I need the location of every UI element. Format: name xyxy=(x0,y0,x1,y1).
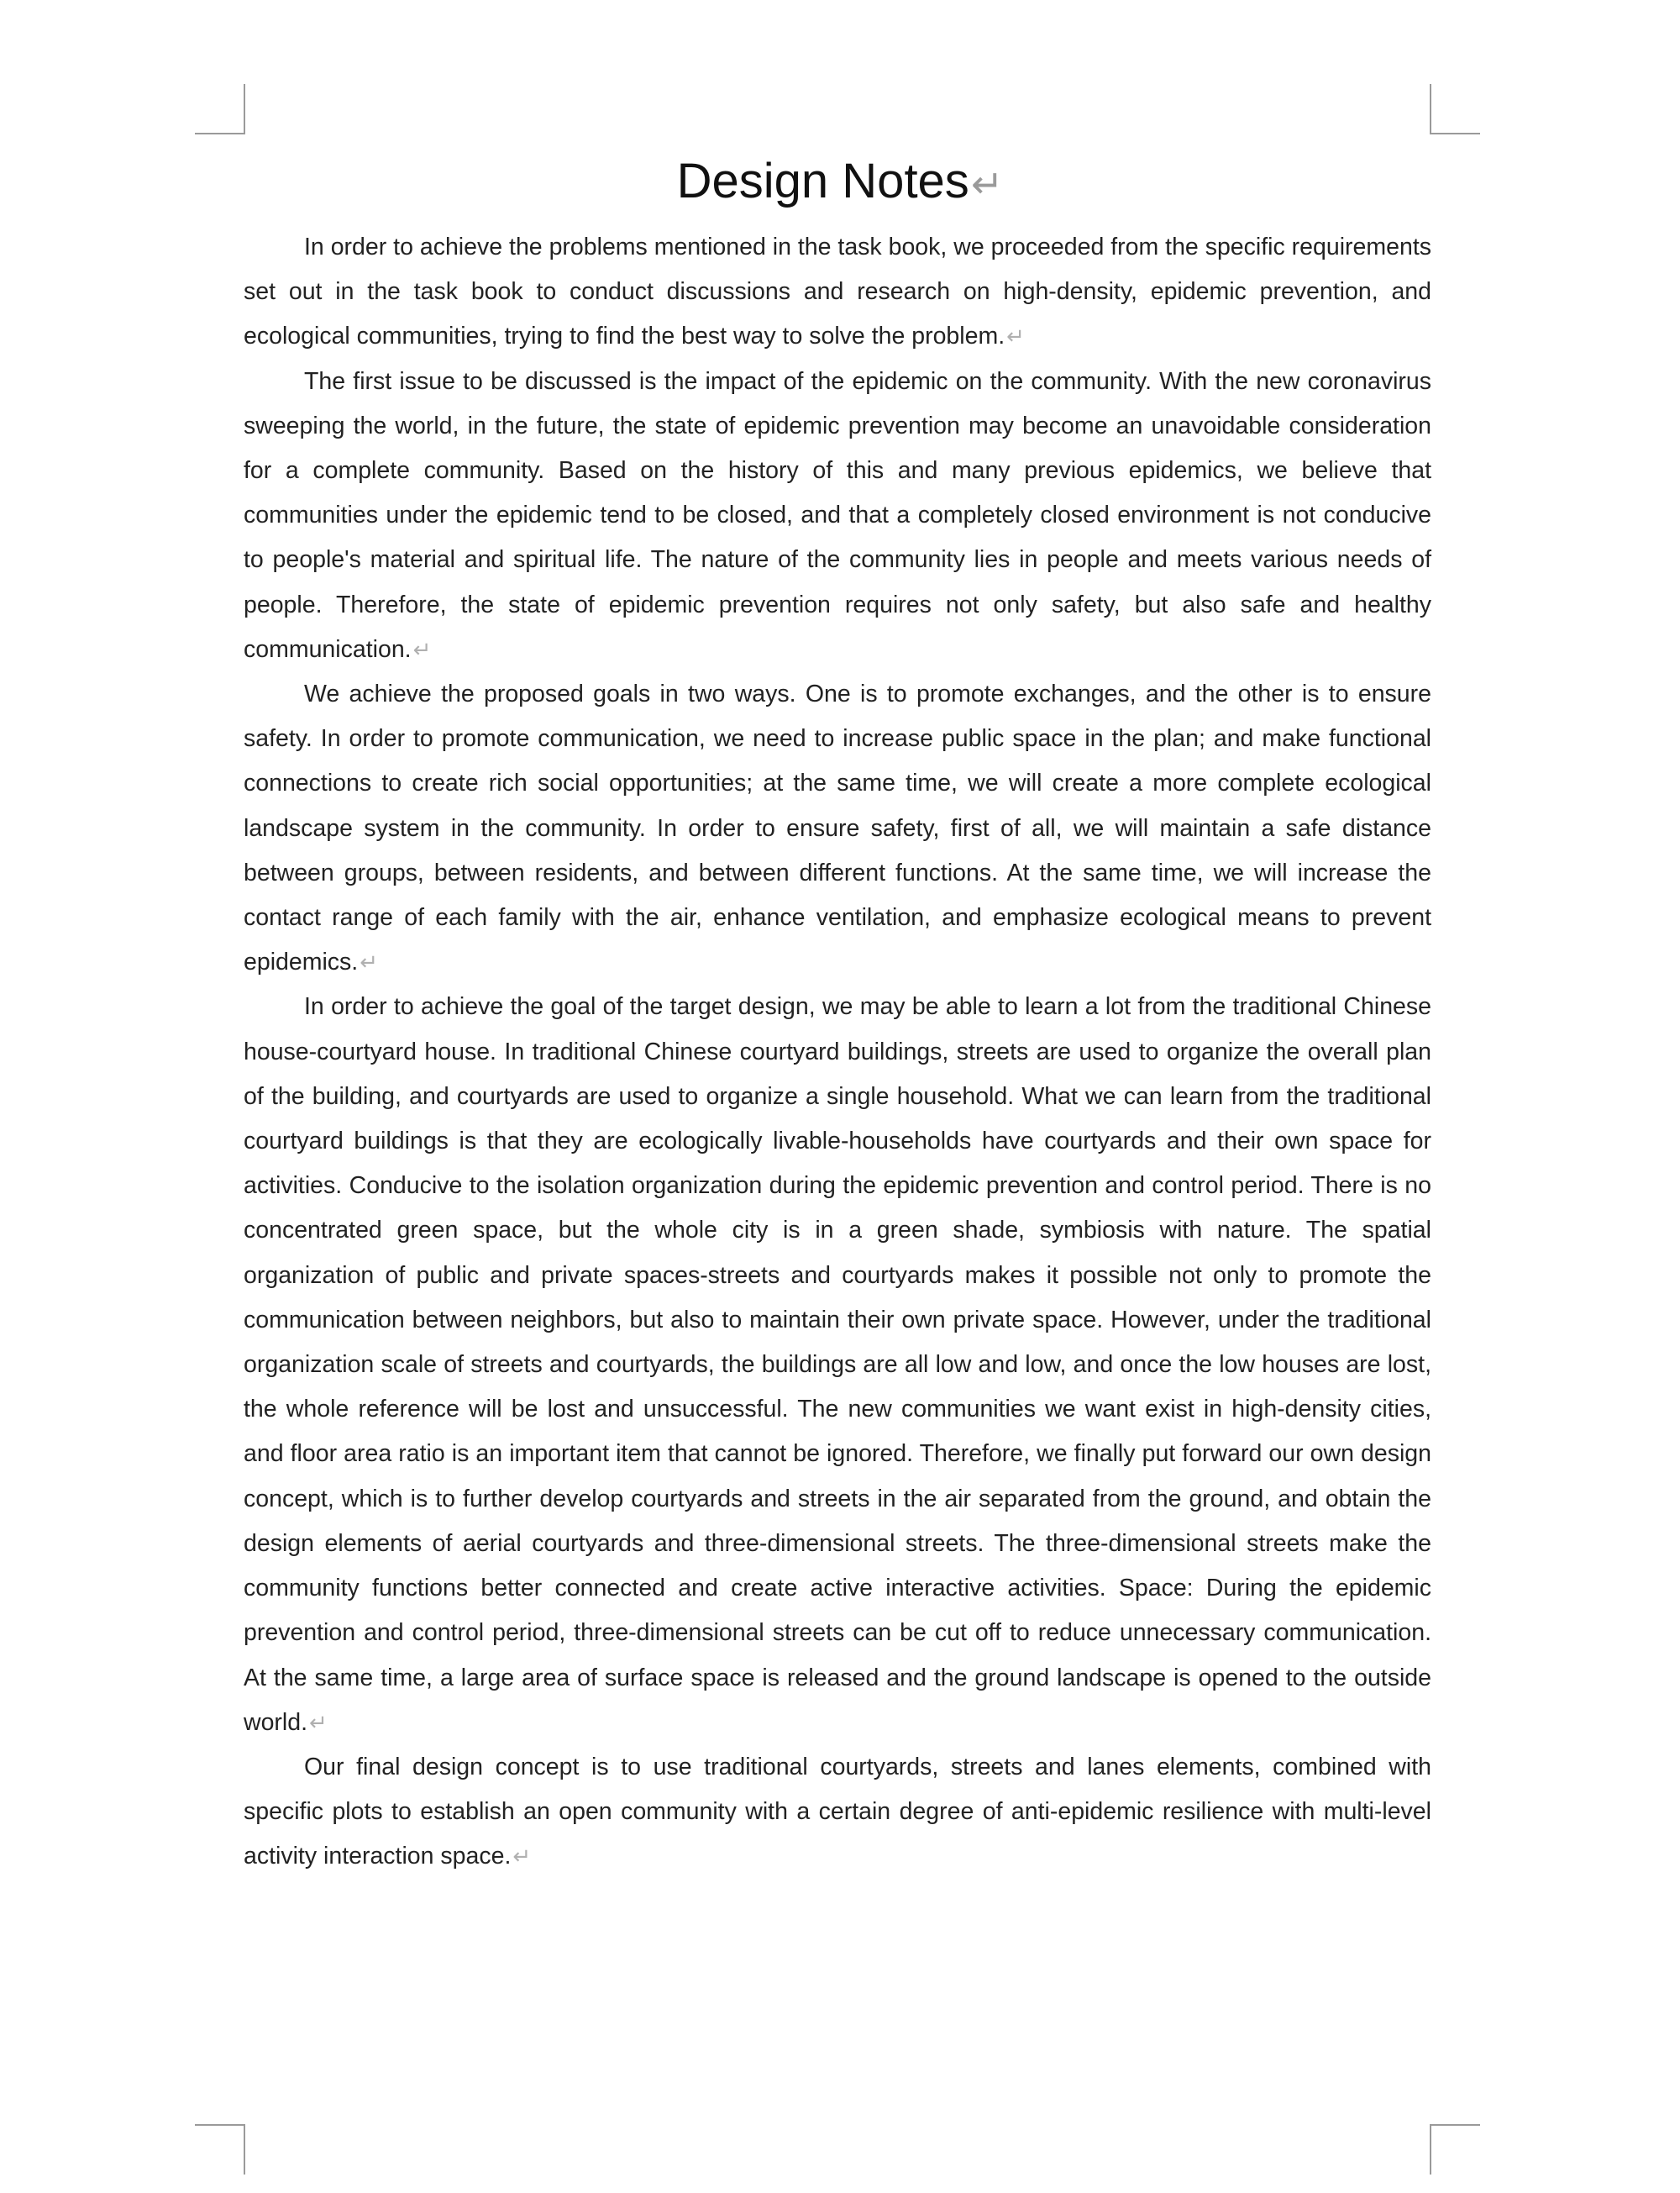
paragraph-5: Our final design concept is to use traditional courtyards, streets and lanes elements, combined with specific plots to establish an open community with a certain degree of anti-epidemic resilience with multi-level activity interaction space.↵ xyxy=(244,1753,1431,1870)
paragraph-3: We achieve the proposed goals in two ways. One is to promote exchanges, and the other is to ensure safety. In order to promote communication, we need to increase public space in the plan; and make functional connections to create rich social opportunities; at the same time, we will create a more complete ecological landscape system in the community. In order to ensure safety, first of all, we will maintain a safe distance between groups, between residents, and between different functions. At the same time, we will increase the contact range of each family with the air, enhance ventilation, and emphasize ecological means to prevent epidemics.↵ xyxy=(244,681,1431,976)
document-body xyxy=(244,225,1431,1880)
paragraph-2: The first issue to be discussed is the impact of the epidemic on the community. With the new coronavirus sweeping the world, in the future, the state of epidemic prevention may become an unavoidable consideration for a complete community. Based on the history of this and many previous epidemics, we believe that communities under the epidemic tend to be closed, and that a completely closed environment is not conducive to people's material and spiritual life. The nature of the community lies in people and meets various needs of people. Therefore, the state of epidemic prevention requires not only safety, but also safe and healthy communication.↵ xyxy=(244,367,1431,663)
paragraph-mark-icon: ↵ xyxy=(309,1709,328,1735)
page-corner-mark-top-right xyxy=(1430,84,1480,134)
page-corner-mark-bottom-left xyxy=(195,2124,245,2175)
document-title xyxy=(0,148,1680,218)
title-text: Design Notes xyxy=(676,154,969,208)
paragraph-mark-icon: ↵ xyxy=(360,949,379,976)
paragraph-mark-icon: ↵ xyxy=(970,162,1004,206)
paragraph-1: In order to achieve the problems mentioned in the task book, we proceeded from the specific requirements set out in the task book to conduct discussions and research on high-density, epidemic prevention, and ecological communities, trying to find the best way to solve the problem.↵ xyxy=(244,234,1431,350)
paragraph-4: In order to achieve the goal of the target design, we may be able to learn a lot from the traditional Chinese house-courtyard house. In traditional Chinese courtyard buildings, streets are used to organize the overall plan of the building, and courtyards are used to organize a single household. What we can learn from the traditional courtyard buildings is that they are ecologically livable-households have courtyards and their own space for activities. Conducive to the isolation organization during the epidemic prevention and control period. There is no concentrated green space, but the whole city is in a green shade, symbiosis with nature. The spatial organization of public and private spaces-streets and courtyards makes it possible not only to promote the communication between neighbors, but also to maintain their own private space. However, under the traditional organization scale of streets and courtyards, the buildings are all low and low, and once the low houses are lost, the whole reference will be lost and unsuccessful. The new communities we want exist in high-density cities, and floor area ratio is an important item that cannot be ignored. Therefore, we finally put forward our own design concept, which is to further develop courtyards and streets in the air separated from the ground, and obtain the design elements of aerial courtyards and three-dimensional streets. The three-dimensional streets make the community functions better connected and create active interactive activities. Space: During the epidemic prevention and control period, three-dimensional streets can be cut off to reduce unnecessary communication. At the same time, a large area of surface space is released and the ground landscape is opened to the outside world.↵ xyxy=(244,993,1431,1736)
paragraph-mark-icon: ↵ xyxy=(1006,323,1025,350)
paragraph-mark-icon: ↵ xyxy=(512,1843,532,1870)
page-corner-mark-top-left xyxy=(195,84,245,134)
paragraph-mark-icon: ↵ xyxy=(412,636,432,662)
page-corner-mark-bottom-right xyxy=(1430,2124,1480,2175)
